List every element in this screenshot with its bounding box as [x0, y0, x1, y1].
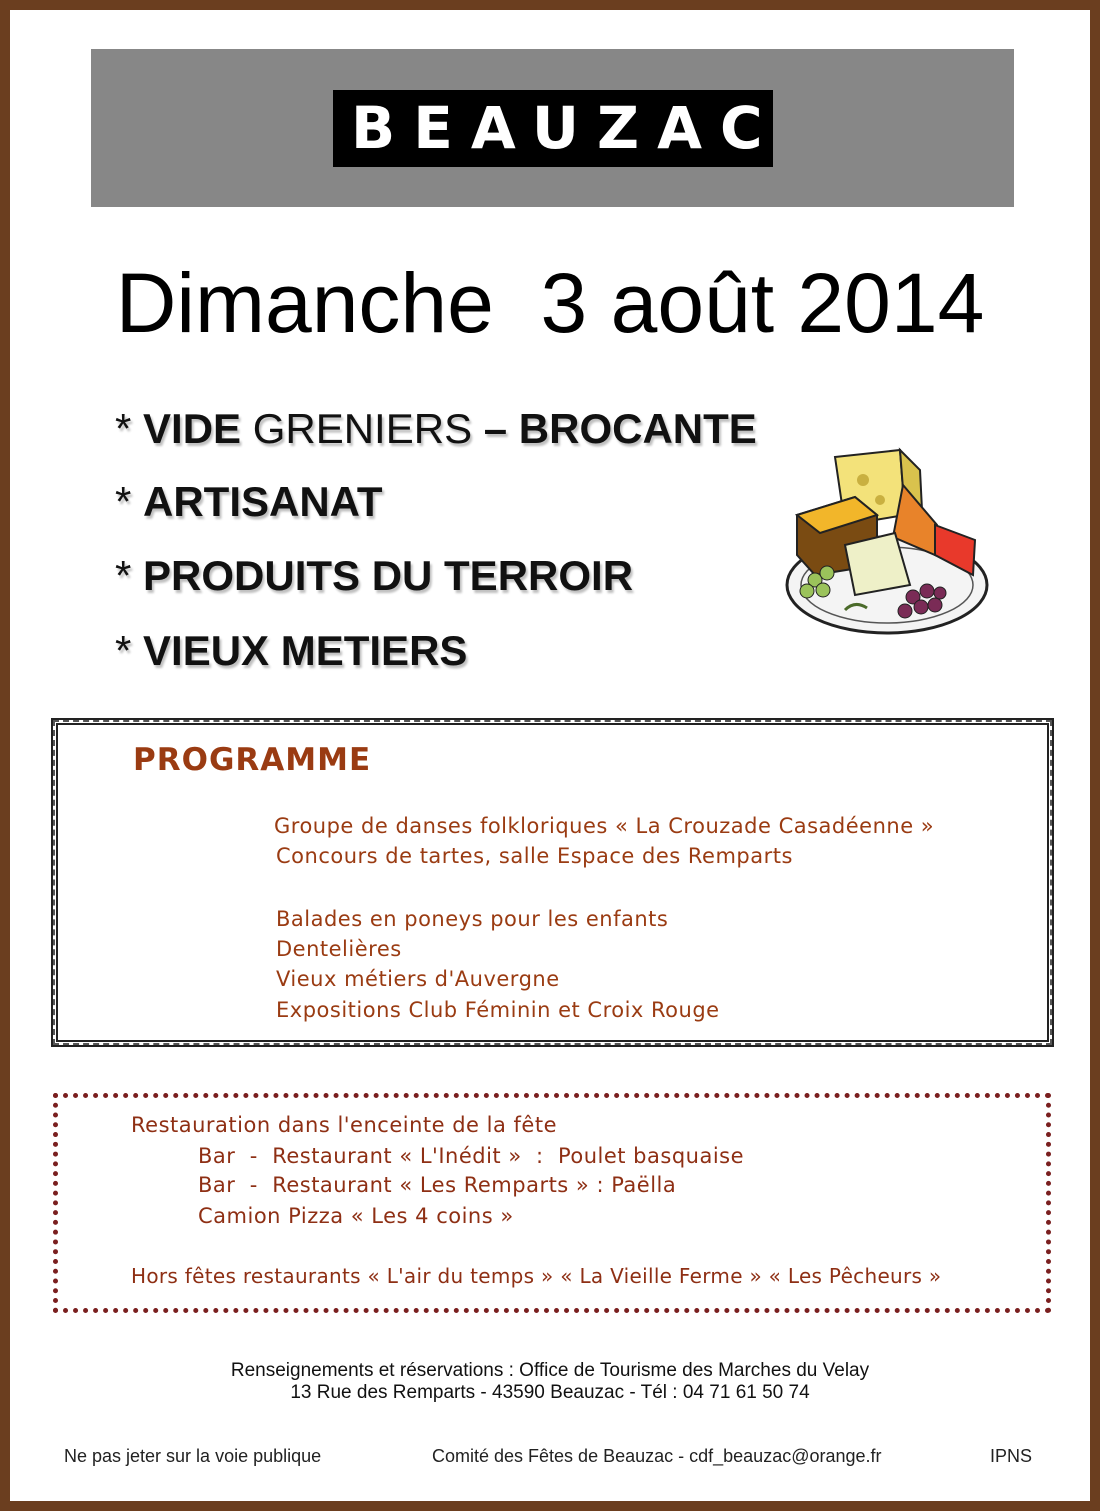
feature-item: [115, 626, 467, 676]
footer-ipns: IPNS: [990, 1446, 1033, 1466]
feature-item: [115, 477, 383, 527]
feature-text: ARTISANAT: [143, 478, 383, 525]
programme-item: Groupe de danses folkloriques « La Crouzade Casadéenne »: [274, 814, 935, 838]
restauration-item: Bar - Restaurant « Les Remparts » : Paëlla: [198, 1173, 677, 1197]
restauration-item: Bar - Restaurant « L'Inédit » : Poulet basquaise: [198, 1144, 745, 1168]
info-line-1: Renseignements et réservations : Office de Tourisme des Marches du Velay: [230, 1360, 870, 1381]
programme-item: Expositions Club Féminin et Croix Rouge: [276, 998, 720, 1022]
cheese-platter-icon: [785, 445, 995, 640]
feature-text: VIEUX METIERS: [143, 627, 468, 674]
restauration-item: Camion Pizza « Les 4 coins »: [198, 1204, 514, 1228]
info-line-2: 13 Rue des Remparts - 43590 Beauzac - Tél : 04 71 61 50 74: [290, 1382, 810, 1403]
event-date: Dimanche 3 août 2014: [115, 256, 985, 350]
feature-bullet: *: [115, 552, 144, 599]
feature-text-thin: GRENIERS: [241, 405, 473, 452]
footer-contact: Comité des Fêtes de Beauzac - cdf_beauzac@orange.fr: [432, 1446, 882, 1466]
feature-item: [115, 404, 757, 454]
feature-text: PRODUITS DU TERROIR: [143, 552, 634, 599]
restaurants-outside: Hors fêtes restaurants « L'air du temps » « La Vieille Ferme » « Les Pêcheurs »: [131, 1264, 942, 1288]
feature-bullet: *: [115, 627, 144, 674]
feature-text: VIDE: [143, 405, 242, 452]
footer-notice: Ne pas jeter sur la voie publique: [64, 1446, 322, 1466]
feature-text: – BROCANTE: [472, 405, 757, 452]
programme-title: PROGRAMME: [133, 742, 372, 778]
programme-item: Dentelières: [276, 937, 402, 961]
feature-bullet: *: [115, 405, 144, 452]
feature-bullet: *: [115, 478, 144, 525]
feature-item: [115, 551, 633, 601]
restauration-heading: Restauration dans l'enceinte de la fête: [131, 1113, 557, 1137]
town-title: BEAUZAC: [333, 90, 773, 167]
programme-item: Vieux métiers d'Auvergne: [276, 967, 560, 991]
programme-item: Balades en poneys pour les enfants: [276, 907, 669, 931]
programme-item: Concours de tartes, salle Espace des Remparts: [276, 844, 793, 868]
